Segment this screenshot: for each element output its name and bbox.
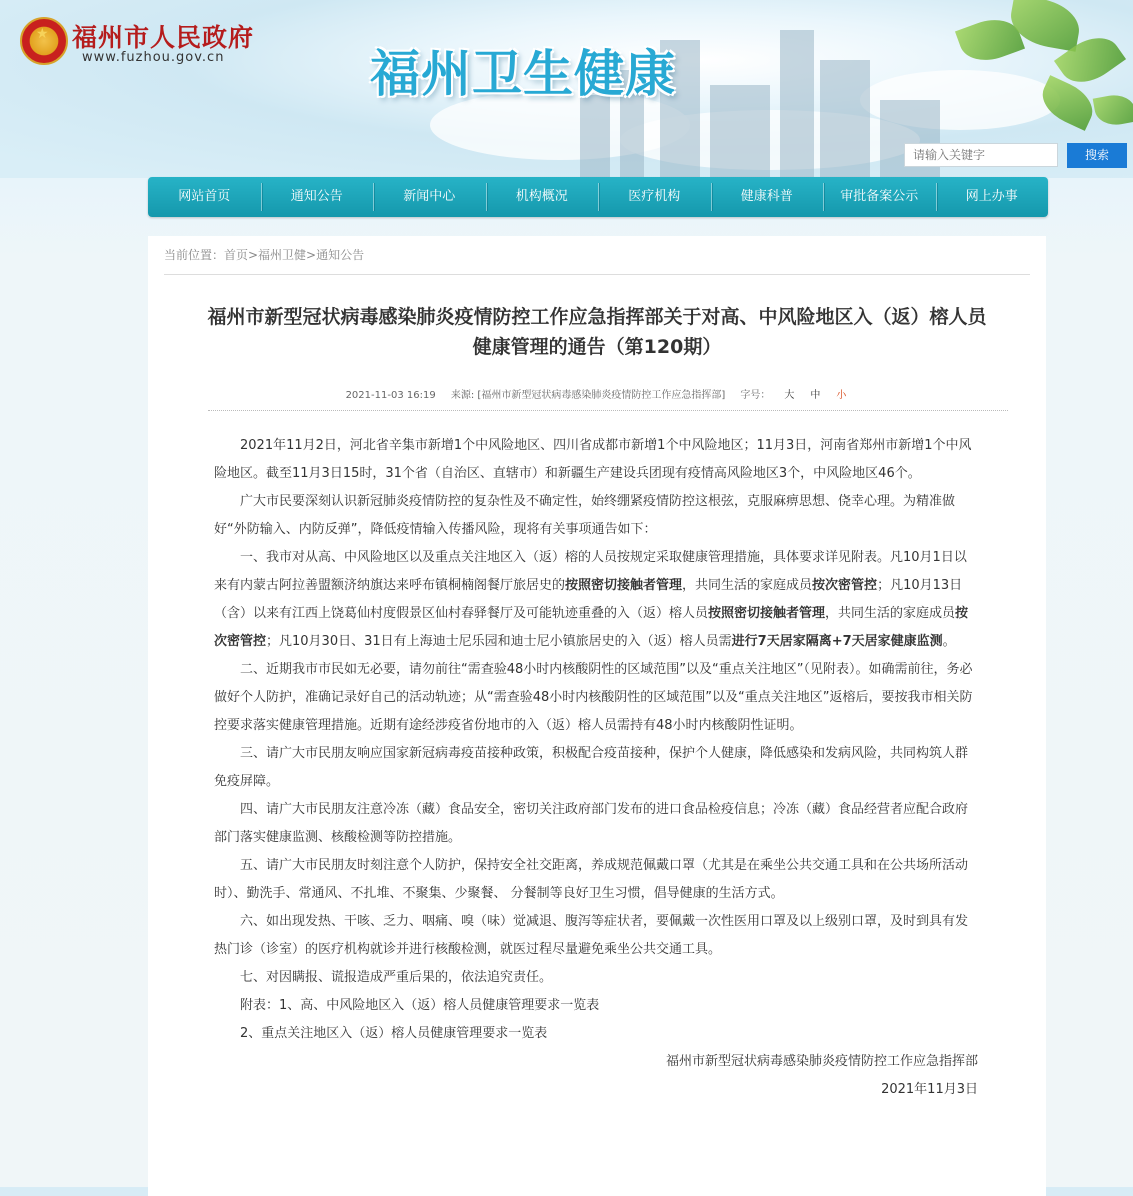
attachment-link[interactable]: 2、重点关注地区入（返）榕人员健康管理要求一览表 — [240, 1026, 548, 1041]
title-line-2: 健康管理的通告（第120期） — [472, 336, 722, 358]
signature-date: 2021年11月3日 — [881, 1082, 978, 1097]
paragraph: 三、请广大市民朋友响应国家新冠病毒疫苗接种政策，积极配合疫苗接种，保护个人健康，降低感染和发病风险，共同构筑人群免疫屏障。 — [214, 746, 969, 789]
search-button[interactable]: 搜索 — [1067, 143, 1127, 168]
attachment-link[interactable]: 附表：1、高、中风险地区入（返）榕人员健康管理要求一览表 — [240, 998, 600, 1013]
nav-item-about[interactable]: 机构概况 — [486, 177, 599, 217]
leaf-decoration — [1093, 92, 1133, 128]
paragraph: 四、请广大市民朋友注意冷冻（藏）食品安全，密切关注政府部门发布的进口食品检疫信息；冷冻（藏）食品经营者应配合政府部门落实健康监测、核酸检测等防控措施。 — [214, 802, 969, 845]
nav-item-health[interactable]: 健康科普 — [711, 177, 824, 217]
nav-item-approvals[interactable]: 审批备案公示 — [823, 177, 936, 217]
article-body — [214, 432, 978, 1104]
nav-item-hospitals[interactable]: 医疗机构 — [598, 177, 711, 217]
main-nav — [148, 177, 1048, 217]
font-size-large[interactable]: 大 — [784, 390, 795, 401]
font-size-medium[interactable]: 中 — [810, 390, 821, 401]
paragraph: 2021年11月2日，河北省辛集市新增1个中风险地区、四川省成都市新增1个中风险地区；11月3日，河南省郑州市新增1个中风险地区。截至11月3日15时，31个省（自治区、直辖市）和新疆生产建设兵团现有疫情高风险地区3个，中风险地区46个。 — [214, 438, 972, 481]
article-title — [178, 302, 1016, 362]
paragraph: 五、请广大市民朋友时刻注意个人防护，保持安全社交距离，养成规范佩戴口罩（尤其是在乘坐公共交通工具和在公共场所活动时）、勤洗手、常通风、不扎堆、不聚集、少聚餐、 分餐制等良好卫生习惯，倡导健康的生活方式。 — [214, 858, 969, 901]
title-line-1: 福州市新型冠状病毒感染肺炎疫情防控工作应急指挥部关于对高、中风险地区入（返）榕人员 — [207, 306, 987, 328]
gov-name[interactable]: 福州市人民政府 — [72, 23, 255, 52]
divider — [164, 274, 1030, 275]
nav-item-notices[interactable]: 通知公告 — [261, 177, 374, 217]
building-decoration — [820, 60, 870, 178]
site-title: 福州卫生健康 — [370, 45, 676, 103]
nav-item-online-services[interactable]: 网上办事 — [936, 177, 1049, 217]
font-size-label: 字号： — [740, 390, 771, 401]
paragraph: 一、我市对从高、中风险地区以及重点关注地区入（返）榕的人员按规定采取健康管理措施，具体要求详见附表。凡10月1日以来有内蒙古阿拉善盟额济纳旗达来呼布镇桐楠阁餐厅旅居史的按照密切接触者管理，共同生活的家庭成员按次密管控；凡10月13日（含）以来有江西上饶葛仙村度假景区仙村春驿餐厅及可能轨迹重叠的入（返）榕人员按照密切接触者管理，共同生活的家庭成员按次密管控；凡10月30日、31日有上海迪士尼乐园和迪士尼小镇旅居史的入（返）榕人员需进行7天居家隔离+7天居家健康监测。 — [214, 550, 969, 649]
national-emblem-icon: ★ — [20, 17, 68, 65]
font-size-small[interactable]: 小 — [836, 390, 847, 401]
article-meta — [148, 386, 1046, 401]
content-panel — [148, 236, 1046, 1196]
building-decoration — [710, 85, 770, 178]
nav-item-news[interactable]: 新闻中心 — [373, 177, 486, 217]
gov-url[interactable]: www.fuzhou.gov.cn — [82, 50, 225, 65]
article-date: 2021-11-03 16:19 — [345, 390, 436, 401]
search-input[interactable] — [904, 143, 1058, 167]
nav-item-home[interactable]: 网站首页 — [178, 189, 231, 204]
breadcrumb[interactable]: 当前位置：首页>福州卫健>通知公告 — [164, 248, 365, 262]
building-decoration — [780, 30, 814, 178]
signature: 福州市新型冠状病毒感染肺炎疫情防控工作应急指挥部 — [665, 1054, 978, 1069]
article-source: 来源: [福州市新型冠状病毒感染肺炎疫情防控工作应急指挥部] — [450, 390, 726, 401]
paragraph: 七、对因瞒报、谎报造成严重后果的，依法追究责任。 — [240, 970, 553, 985]
divider — [208, 410, 1008, 411]
paragraph: 六、如出现发热、干咳、乏力、咽痛、嗅（味）觉减退、腹泻等症状者，要佩戴一次性医用口罩及以上级别口罩，及时到具有发热门诊（诊室）的医疗机构就诊并进行核酸检测，就医过程尽量避免乘坐公共交通工具。 — [214, 914, 969, 957]
paragraph: 二、近期我市市民如无必要，请勿前往“需查验48小时内核酸阴性的区域范围”以及“重点关注地区”（见附表）。如确需前往，务必做好个人防护，准确记录好自己的活动轨迹；从“需查验48小时内核酸阴性的区域范围”以及“重点关注地区”返榕后，要按我市相关防控要求落实健康管理措施。近期有途经涉疫省份地市的入（返）榕人员需持有48小时内核酸阴性证明。 — [214, 662, 973, 733]
building-decoration — [580, 95, 610, 178]
paragraph: 广大市民要深刻认识新冠肺炎疫情防控的复杂性及不确定性，始终绷紧疫情防控这根弦，克服麻痹思想、侥幸心理。为精准做好“外防输入、内防反弹”，降低疫情输入传播风险，现将有关事项通告如下： — [214, 494, 956, 537]
